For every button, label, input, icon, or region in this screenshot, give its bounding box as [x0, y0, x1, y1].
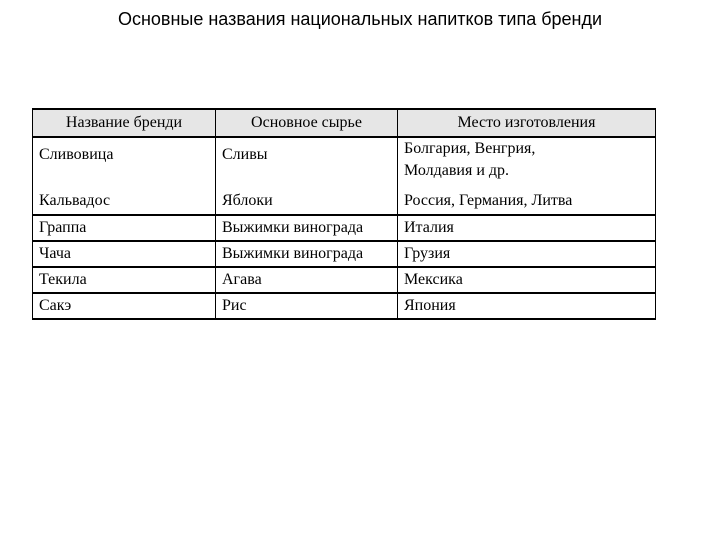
cell-place: Россия, Германия, Литва	[398, 188, 656, 215]
brandy-table-container	[32, 108, 655, 320]
cell-name: Кальвадос	[33, 188, 216, 215]
table-header-row	[33, 109, 656, 137]
cell-material: Выжимки винограда	[216, 241, 398, 267]
cell-name: Сливовица	[33, 137, 216, 188]
cell-material: Яблоки	[216, 188, 398, 215]
table-row	[33, 241, 656, 267]
cell-place-line: Болгария, Венгрия,	[404, 140, 536, 157]
column-header-material: Основное сырье	[216, 109, 398, 137]
cell-material: Агава	[216, 267, 398, 293]
cell-material: Выжимки винограда	[216, 215, 398, 241]
cell-material: Сливы	[216, 137, 398, 188]
slide-title: Основные названия национальных напитков типа бренди	[117, 9, 603, 29]
cell-name: Текила	[33, 267, 216, 293]
cell-material: Рис	[216, 293, 398, 319]
table-row	[33, 137, 656, 188]
cell-place: Япония	[398, 293, 656, 319]
column-header-name: Название бренди	[33, 109, 216, 137]
cell-name: Чача	[33, 241, 216, 267]
brandy-table	[32, 108, 656, 320]
cell-place: Грузия	[398, 241, 656, 267]
cell-place: Италия	[398, 215, 656, 241]
column-header-place: Место изготовления	[398, 109, 656, 137]
cell-place	[398, 137, 656, 188]
cell-name: Граппа	[33, 215, 216, 241]
cell-place: Мексика	[398, 267, 656, 293]
table-row	[33, 215, 656, 241]
cell-name: Сакэ	[33, 293, 216, 319]
table-row	[33, 188, 656, 215]
cell-place-line: Молдавия и др.	[404, 162, 510, 179]
table-row	[33, 293, 656, 319]
table-row	[33, 267, 656, 293]
